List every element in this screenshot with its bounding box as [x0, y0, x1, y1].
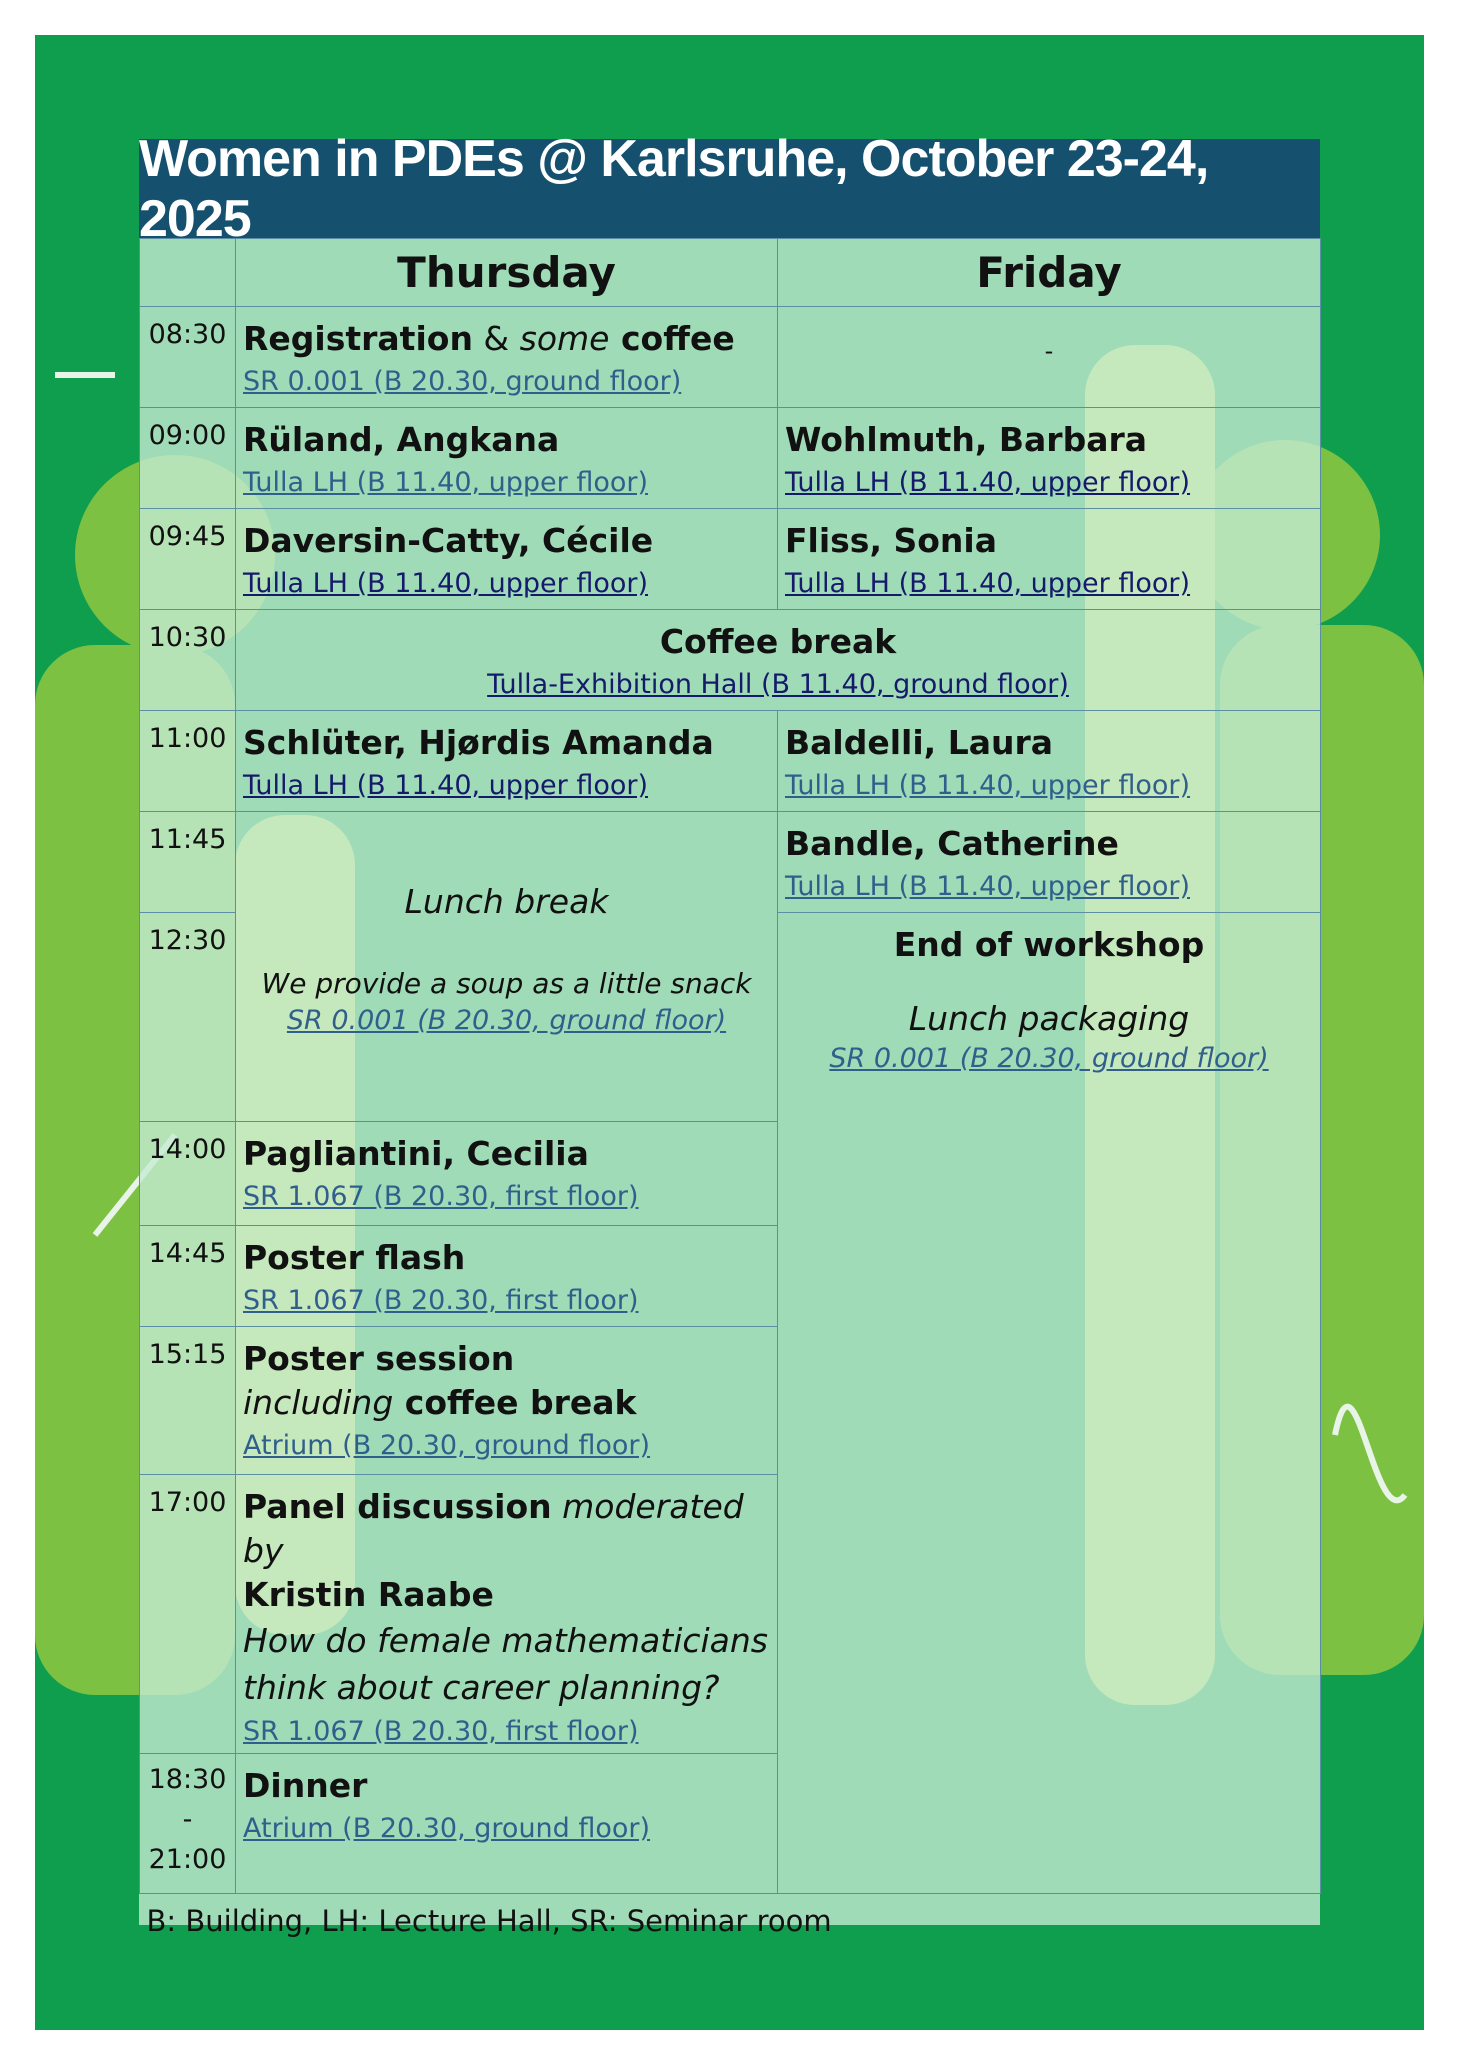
- table-row: [140, 307, 1321, 408]
- session-cell: [236, 509, 778, 610]
- room-link[interactable]: SR 1.067 (B 20.30, first floor): [243, 1716, 639, 1747]
- panel-discussion-label: Panel discussion: [243, 1487, 552, 1526]
- session-cell: [236, 1122, 778, 1226]
- session-title: Dinner: [243, 1766, 368, 1805]
- session-cell: [236, 1754, 778, 1894]
- session-title: Poster session: [243, 1339, 515, 1378]
- panel-moderated-by: moderated by: [243, 1487, 744, 1570]
- time-cell: 10:30: [140, 610, 236, 711]
- time-cell: 08:30: [140, 307, 236, 408]
- table-row: [140, 1894, 1321, 1969]
- time-cell: 09:45: [140, 509, 236, 610]
- room-link[interactable]: Tulla-Exhibition Hall (B 11.40, ground floor): [487, 669, 1069, 700]
- table-row: [140, 812, 1321, 913]
- lunch-break-cell: [236, 812, 778, 1122]
- registration-some: some: [519, 319, 610, 358]
- room-link[interactable]: SR 0.001 (B 20.30, ground floor): [243, 366, 682, 397]
- registration-coffee: coffee: [609, 319, 735, 358]
- room-link[interactable]: Tulla LH (B 11.40, upper floor): [243, 467, 649, 498]
- session-subtitle-coffee: coffee break: [393, 1383, 637, 1422]
- speaker-name: Baldelli, Laura: [785, 723, 1054, 762]
- registration-label: Registration: [243, 319, 473, 358]
- empty-dash: -: [1044, 337, 1054, 365]
- room-link[interactable]: Tulla LH (B 11.40, upper floor): [785, 770, 1191, 801]
- end-of-workshop-cell: [778, 913, 1321, 1894]
- poster-background: [35, 35, 1424, 2030]
- time-cell: 11:45: [140, 812, 236, 913]
- time-cell: 11:00: [140, 711, 236, 812]
- speaker-name: Pagliantini, Cecilia: [243, 1134, 589, 1173]
- table-row: [140, 408, 1321, 509]
- schedule-panel: [139, 129, 1320, 1938]
- speaker-name: Bandle, Catherine: [785, 824, 1119, 863]
- room-link[interactable]: SR 1.067 (B 20.30, first floor): [243, 1285, 639, 1316]
- room-link[interactable]: Tulla LH (B 11.40, upper floor): [785, 467, 1191, 498]
- time-cell: 15:15: [140, 1327, 236, 1475]
- day-header-thursday: Thursday: [236, 239, 778, 307]
- session-cell: [236, 1327, 778, 1475]
- room-link[interactable]: Atrium (B 20.30, ground floor): [243, 1430, 651, 1461]
- panel-question-line1: How do female mathematicians: [243, 1621, 769, 1660]
- session-cell: [236, 307, 778, 408]
- time-cell: 09:00: [140, 408, 236, 509]
- time-cell: 17:00: [140, 1475, 236, 1754]
- coffee-break-title: Coffee break: [659, 622, 897, 661]
- table-row: [140, 509, 1321, 610]
- room-link[interactable]: Tulla LH (B 11.40, upper floor): [785, 568, 1191, 599]
- session-cell: [236, 1475, 778, 1754]
- time-start: 18:30: [148, 1764, 227, 1795]
- moderator-name: Kristin Raabe: [243, 1575, 494, 1614]
- speaker-name: Schlüter, Hjørdis Amanda: [243, 723, 714, 762]
- registration-amp: &: [472, 319, 520, 358]
- lunch-break-note: We provide a soup as a little snack: [261, 967, 752, 1000]
- session-cell: [778, 711, 1321, 812]
- session-cell: [236, 408, 778, 509]
- session-cell: [236, 711, 778, 812]
- room-link[interactable]: SR 0.001 (B 20.30, ground floor): [829, 1043, 1269, 1074]
- table-row: [140, 610, 1321, 711]
- time-cell: 12:30: [140, 913, 236, 1122]
- day-header-friday: Friday: [778, 239, 1321, 307]
- table-row: [140, 239, 1321, 307]
- session-title: Poster flash: [243, 1238, 466, 1277]
- time-separator: -: [182, 1804, 193, 1835]
- session-cell: [778, 812, 1321, 913]
- schedule-table: [139, 238, 1321, 1969]
- speaker-name: Daversin-Catty, Cécile: [243, 521, 654, 560]
- end-of-workshop-title: End of workshop: [893, 925, 1205, 964]
- lunch-break-title: Lunch break: [404, 882, 609, 921]
- room-link[interactable]: SR 1.067 (B 20.30, first floor): [243, 1181, 639, 1212]
- time-cell: 14:45: [140, 1226, 236, 1327]
- session-cell: [778, 408, 1321, 509]
- table-row: [140, 711, 1321, 812]
- session-cell: [236, 1226, 778, 1327]
- time-cell: [140, 1754, 236, 1894]
- page-title: Women in PDEs @ Karlsruhe, October 23-24, 2025: [139, 139, 1320, 238]
- session-subtitle-including: including: [243, 1383, 394, 1422]
- legend-footer: B: Building, LH: Lecture Hall, SR: Seminar room: [146, 1904, 832, 1938]
- coffee-break-cell: [236, 610, 1321, 711]
- time-end: 21:00: [148, 1844, 227, 1875]
- time-header-cell: [140, 239, 236, 307]
- speaker-name: Wohlmuth, Barbara: [785, 420, 1148, 459]
- room-link[interactable]: Tulla LH (B 11.40, upper floor): [243, 770, 649, 801]
- lunch-packaging: Lunch packaging: [908, 999, 1190, 1038]
- speaker-name: Fliss, Sonia: [785, 521, 997, 560]
- session-cell: [778, 509, 1321, 610]
- session-cell-empty: [778, 307, 1321, 408]
- room-link[interactable]: Tulla LH (B 11.40, upper floor): [243, 568, 649, 599]
- room-link[interactable]: Tulla LH (B 11.40, upper floor): [785, 871, 1191, 902]
- room-link[interactable]: Atrium (B 20.30, ground floor): [243, 1813, 651, 1844]
- panel-question-line2: think about career planning?: [243, 1668, 720, 1707]
- time-cell: 14:00: [140, 1122, 236, 1226]
- speaker-name: Rüland, Angkana: [243, 420, 560, 459]
- room-link[interactable]: SR 0.001 (B 20.30, ground floor): [286, 1005, 727, 1036]
